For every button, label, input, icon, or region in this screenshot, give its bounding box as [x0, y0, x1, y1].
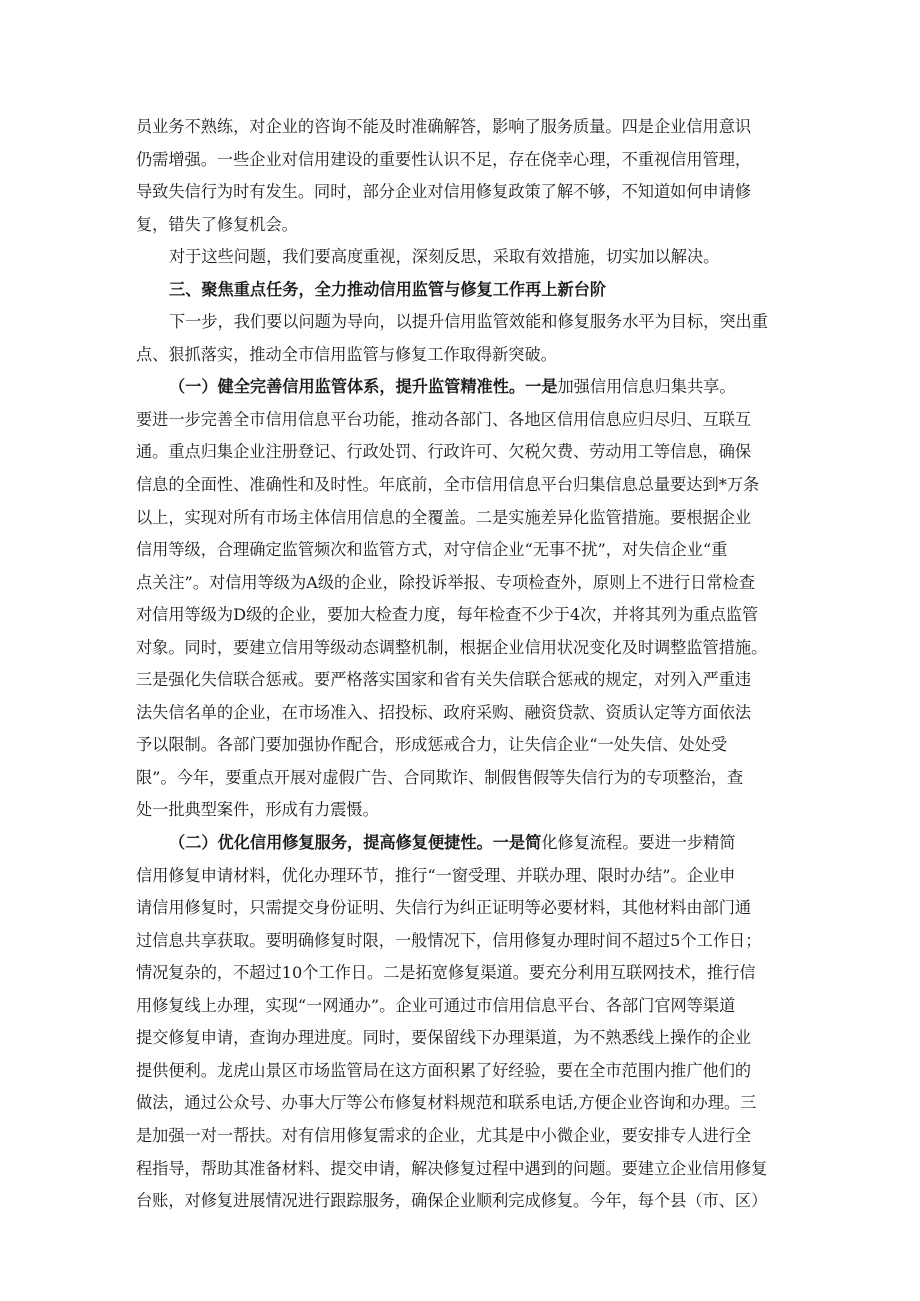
paragraph-line: 信息的全面性、准确性和及时性。年底前，全市信用信息平台归集信息总量要达到*万条: [136, 475, 760, 495]
paragraph-line: 提供便利。龙虎山景区市场监管局在这方面积累了好经验，要在全市范围内推广他们的: [136, 1060, 752, 1080]
paragraph-line: 台账，对修复进展情况进行跟踪服务，确保企业顺利完成修复。今年，每个县（市、区）: [136, 1191, 768, 1211]
paragraph-line: 过信息共享获取。要明确修复时限，一般情况下，信用修复办理时间不超过5个工作日；: [136, 930, 762, 950]
paragraph-line: 限”。今年，要重点开展对虚假广告、合同欺诈、制假售假等失信行为的专项整治，查: [136, 767, 744, 787]
paragraph-line: 点关注”。对信用等级为A级的企业，除投诉举报、专项检查外，原则上不进行日常检查: [136, 572, 755, 592]
subsection-lead: （二）优化信用修复服务，提高修复便捷性。一是简: [169, 833, 542, 853]
paragraph-line: 程指导，帮助其准备材料、提交申请，解决修复过程中遇到的问题。要建立企业信用修复: [136, 1158, 768, 1178]
document-page: [136, 111, 796, 1218]
paragraph-line: 法失信名单的企业，在市场准入、招投标、政府采购、融资贷款、资质认定等方面依法: [136, 702, 752, 722]
paragraph-line: 对信用等级为D级的企业，要加大检查力度，每年检查不少于4次，并将其列为重点监管: [136, 605, 759, 625]
paragraph-line: 以上，实现对所有市场主体信用信息的全覆盖。二是实施差异化监管措施。要根据企业: [136, 507, 752, 527]
paragraph-line: 仍需增强。一些企业对信用建设的重要性认识不足，存在侥幸心理，不重视信用管理，: [136, 149, 752, 169]
paragraph-line: 提交修复申请，查询办理进度。同时，要保留线下办理渠道，为不熟悉线上操作的企业: [136, 1028, 752, 1048]
paragraph-line: 要进一步完善全市信用信息平台功能，推动各部门、各地区信用信息应归尽归、互联互: [136, 409, 752, 429]
paragraph-line: 信用修复申请材料，优化办理环节，推行“一窗受理、并联办理、限时办结”。企业申: [136, 865, 736, 885]
paragraph-line: 下一步，我们要以问题为导向，以提升信用监管效能和修复服务水平为目标，突出重: [169, 312, 768, 332]
paragraph-line: 点、狠抓落实，推动全市信用监管与修复工作取得新突破。: [136, 344, 557, 364]
paragraph-line: 请信用修复时，只需提交身份证明、失信行为纠正证明等必要材料，其他材料由部门通: [136, 898, 752, 918]
paragraph-line: 员业务不熟练，对企业的咨询不能及时准确解答，影响了服务质量。四是企业信用意识: [136, 117, 752, 136]
paragraph-line: 对于这些问题，我们要高度重视，深刻反思，采取有效措施，切实加以解决。: [169, 247, 720, 267]
paragraph-line: 予以限制。各部门要加强协作配合，形成惩戒合力，让失信企业“一处失信、处处受: [136, 735, 728, 755]
subsection-first-rest: 加强信用信息归集共享。: [557, 377, 736, 397]
paragraph-line: 对象。同时，要建立信用等级动态调整机制，根据企业信用状况变化及时调整监管措施。: [136, 637, 768, 657]
subsection-first-line: [136, 371, 796, 404]
paragraph-line: 做法，通过公众号、办事大厅等公布修复材料规范和联系电话,方便企业咨询和办理。三: [136, 1093, 757, 1113]
subsection-first-rest: 化修复流程。要进一步精简: [541, 833, 736, 853]
paragraph-line: 三是强化失信联合惩戒。要严格落实国家和省有关失信联合惩戒的规定，对列入严重违: [136, 670, 752, 690]
paragraph-line: 通。重点归集企业注册登记、行政处罚、行政许可、欠税欠费、劳动用工等信息，确保: [136, 442, 752, 462]
subsection-first-line: [136, 827, 796, 860]
paragraph-line: 是加强一对一帮扶。对有信用修复需求的企业，尤其是中小微企业，要安排专人进行全: [136, 1125, 752, 1145]
paragraph-line: 信用等级，合理确定监管频次和监管方式，对守信企业“无事不扰”，对失信企业“重: [136, 540, 728, 560]
subsection-lead: （一）健全完善信用监管体系，提升监管精准性。一是: [169, 377, 558, 397]
section-heading: 三、聚焦重点任务，全力推动信用监管与修复工作再上新台阶: [169, 279, 607, 299]
paragraph-line: 用修复线上办理，实现“一网通办”。企业可通过市信用信息平台、各部门官网等渠道: [136, 995, 736, 1015]
paragraph-line: 复，错失了修复机会。: [136, 214, 298, 234]
paragraph-line: 情况复杂的，不超过10个工作日。二是拓宽修复渠道。要充分利用互联网技术，推行信: [136, 963, 756, 983]
paragraph-line: 导致失信行为时有发生。同时，部分企业对信用修复政策了解不够，不知道如何申请修: [136, 182, 752, 202]
paragraph-line: 处一批典型案件，形成有力震慑。: [136, 800, 379, 820]
